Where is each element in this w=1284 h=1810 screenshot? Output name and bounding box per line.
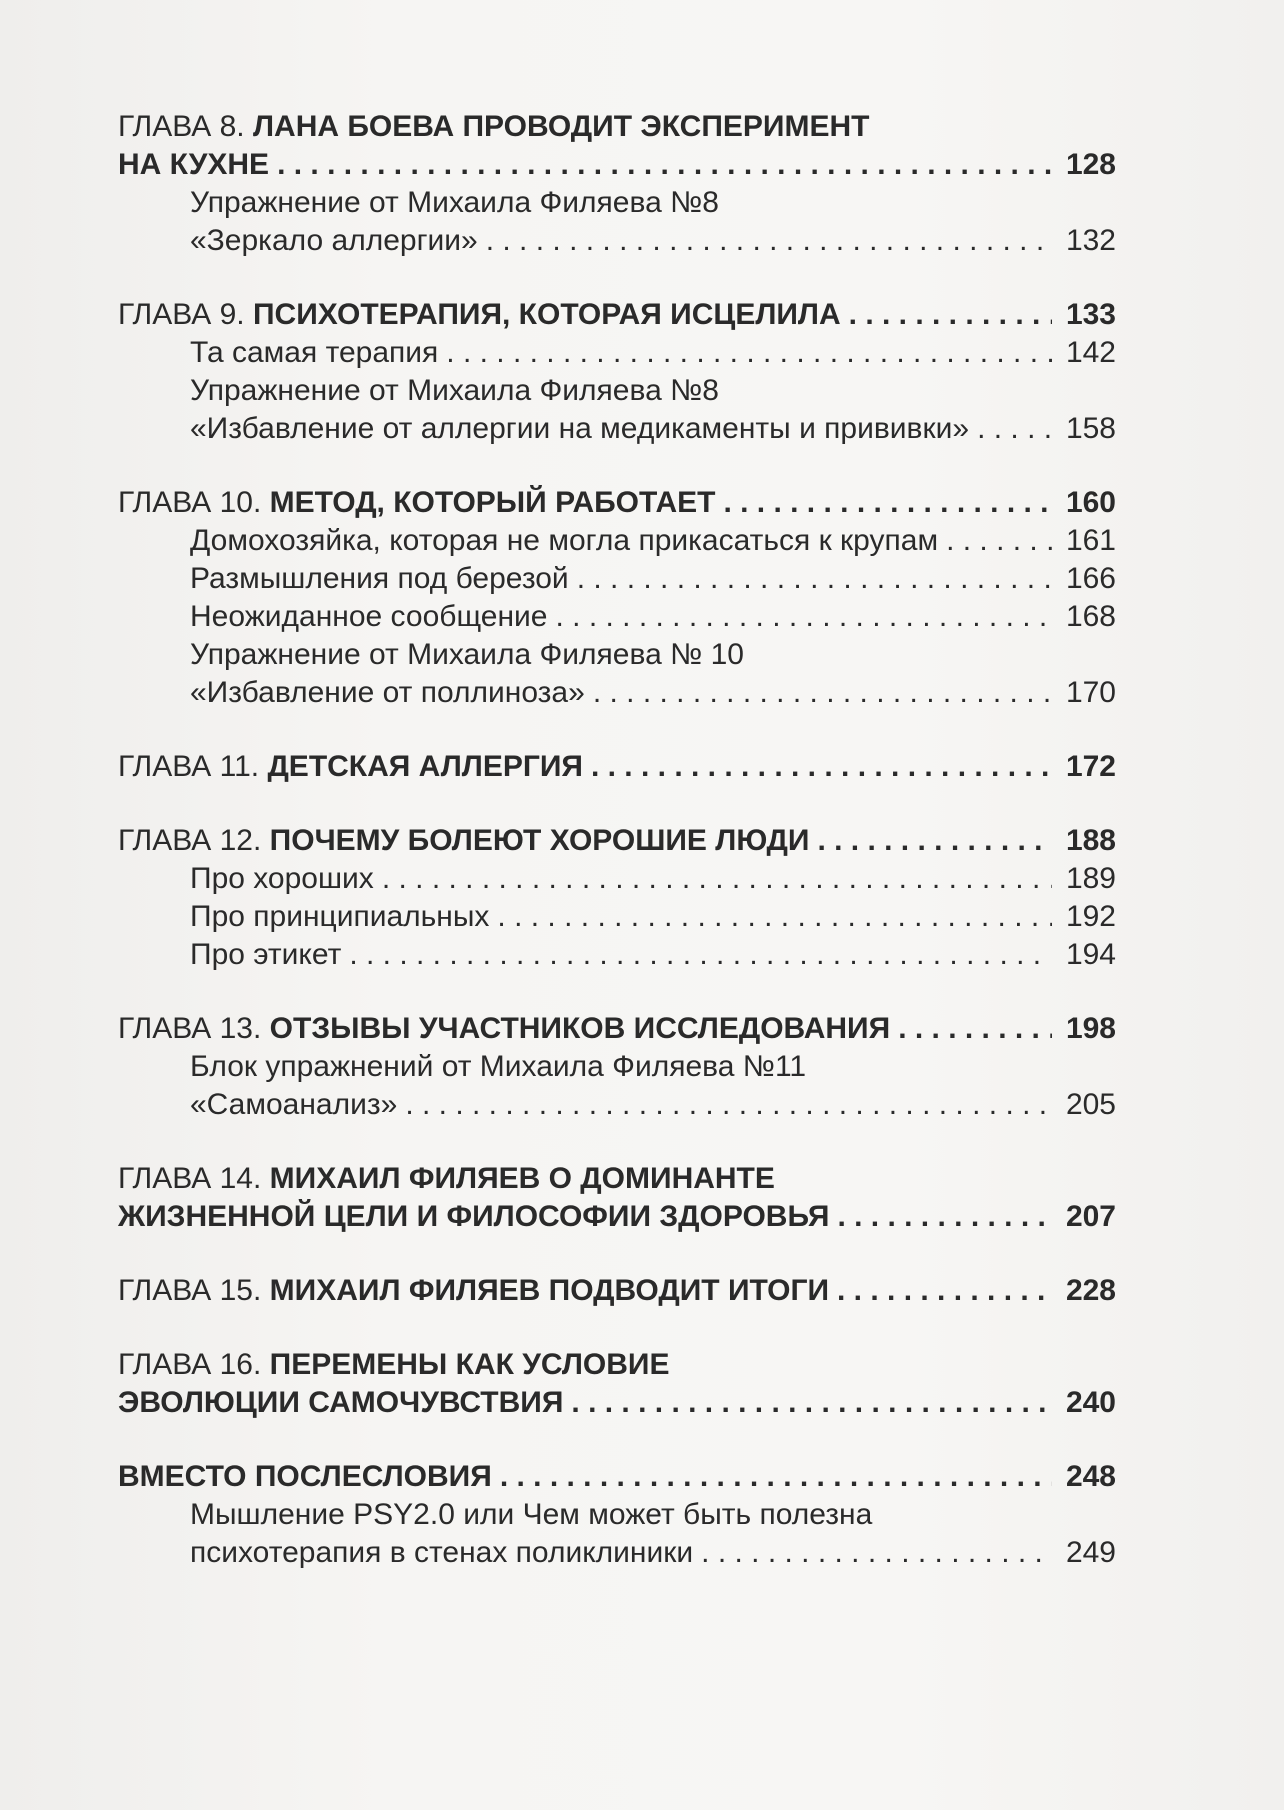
toc-entry [118, 1048, 1116, 1086]
page-number: 170 [1065, 676, 1116, 709]
entry-title: Домохозяйка, которая не могла прикасаться к крупам [190, 524, 939, 557]
page-number: 142 [1065, 336, 1116, 369]
toc-entry-continued [118, 1086, 1116, 1124]
chapter-heading [118, 484, 1116, 522]
toc-entry [118, 860, 1116, 898]
page-number: 240 [1065, 1386, 1116, 1419]
chapter-heading [118, 296, 1116, 334]
entry-title-continued: психотерапия в стенах поликлиники [190, 1536, 694, 1569]
leader-dots [946, 522, 1052, 560]
page-number: 133 [1065, 298, 1116, 331]
chapter-heading [118, 1010, 1116, 1048]
toc-entry-continued [118, 222, 1116, 260]
chapter-heading-label [118, 748, 583, 786]
chapter-heading-label [118, 822, 809, 860]
chapter-heading [118, 1346, 1116, 1384]
chapter-number: ГЛАВА 9. [118, 298, 245, 331]
page-number: 128 [1065, 148, 1116, 181]
entry-title: Та самая терапия [190, 336, 439, 369]
toc-chapter [118, 1160, 1116, 1236]
toc-entry-continued [118, 410, 1116, 448]
toc-entry [118, 598, 1116, 636]
chapter-title: ЛАНА БОЕВА ПРОВОДИТ ЭКСПЕРИМЕНТ [252, 110, 870, 143]
leader-dots [593, 674, 1052, 712]
toc-entry [118, 1496, 1116, 1534]
toc-chapter [118, 296, 1116, 448]
chapter-number: ГЛАВА 10. [118, 486, 262, 519]
entry-title: Упражнение от Михаила Филяева №8 [190, 186, 719, 219]
page-number: 158 [1065, 412, 1116, 445]
toc-entry-continued [118, 1534, 1116, 1572]
chapter-heading-continued [118, 1198, 1116, 1236]
chapter-title: ПСИХОТЕРАПИЯ, КОТОРАЯ ИСЦЕЛИЛА [252, 298, 841, 331]
chapter-number: ГЛАВА 8. [118, 110, 245, 143]
leader-dots [277, 146, 1052, 184]
page-number: 194 [1065, 938, 1116, 971]
chapter-title: МЕТОД, КОТОРЫЙ РАБОТАЕТ [269, 486, 716, 519]
chapter-heading [118, 1160, 1116, 1198]
chapter-heading-label [118, 1160, 775, 1198]
chapter-number: ГЛАВА 11. [118, 750, 260, 783]
entry-title: Про хороших [190, 862, 374, 895]
chapter-heading-label [118, 484, 715, 522]
toc-entry [118, 636, 1116, 674]
page-number: 248 [1065, 1460, 1116, 1493]
chapter-heading [118, 1272, 1116, 1310]
chapter-heading-continued [118, 146, 1116, 184]
toc-chapter [118, 748, 1116, 786]
entry-title: Блок упражнений от Михаила Филяева №11 [190, 1050, 807, 1083]
toc-chapter [118, 822, 1116, 974]
toc-entry [118, 898, 1116, 936]
page-number: 189 [1065, 862, 1116, 895]
toc-entry [118, 560, 1116, 598]
toc-chapter [118, 1346, 1116, 1422]
chapter-heading [118, 748, 1116, 786]
leader-dots [837, 1272, 1052, 1310]
leader-dots [382, 860, 1052, 898]
entry-title: Мышление PSY2.0 или Чем может быть полезна [190, 1498, 873, 1531]
chapter-heading-label [118, 1346, 669, 1384]
chapter-heading-label [118, 1272, 829, 1310]
toc-entry [118, 334, 1116, 372]
leader-dots [571, 1384, 1052, 1422]
toc-entry [118, 936, 1116, 974]
leader-dots [500, 1458, 1052, 1496]
toc-entry [118, 372, 1116, 410]
chapter-heading [118, 108, 1116, 146]
chapter-heading-continued [118, 1384, 1116, 1422]
chapter-title: ВМЕСТО ПОСЛЕСЛОВИЯ [118, 1460, 492, 1493]
page-number: 198 [1065, 1012, 1116, 1045]
leader-dots [723, 484, 1052, 522]
leader-dots [977, 410, 1052, 448]
toc-entry [118, 522, 1116, 560]
page-number: 249 [1065, 1536, 1116, 1569]
leader-dots [577, 560, 1052, 598]
entry-title-continued: «Избавление от поллиноза» [190, 676, 585, 709]
entry-title-continued: «Зеркало аллергии» [190, 224, 478, 257]
leader-dots [591, 748, 1052, 786]
chapter-heading [118, 1458, 1116, 1496]
leader-dots [349, 936, 1052, 974]
page-number: 168 [1065, 600, 1116, 633]
chapter-title: МИХАИЛ ФИЛЯЕВ ПОДВОДИТ ИТОГИ [269, 1274, 830, 1307]
table-of-contents [118, 108, 1116, 1608]
entry-title: Про этикет [190, 938, 342, 971]
entry-title-continued: «Самоанализ» [190, 1088, 398, 1121]
page-number: 205 [1065, 1088, 1116, 1121]
chapter-title: ДЕТСКАЯ АЛЛЕРГИЯ [267, 750, 583, 783]
chapter-title-continued: ЖИЗНЕННОЙ ЦЕЛИ И ФИЛОСОФИИ ЗДОРОВЬЯ [118, 1200, 830, 1233]
chapter-heading [118, 822, 1116, 860]
chapter-heading-label [118, 1458, 492, 1496]
entry-title-continued: «Избавление от аллергии на медикаменты и прививки» [190, 412, 970, 445]
chapter-number: ГЛАВА 14. [118, 1162, 262, 1195]
chapter-number: ГЛАВА 13. [118, 1012, 262, 1045]
leader-dots [405, 1086, 1052, 1124]
page-number: 207 [1065, 1200, 1116, 1233]
toc-chapter [118, 1272, 1116, 1310]
leader-dots [898, 1010, 1052, 1048]
page-number: 188 [1065, 824, 1116, 857]
toc-entry-continued [118, 674, 1116, 712]
entry-title: Размышления под березой [190, 562, 569, 595]
chapter-title-continued: НА КУХНЕ [118, 148, 270, 181]
leader-dots [555, 598, 1052, 636]
chapter-number: ГЛАВА 16. [118, 1348, 262, 1381]
chapter-title: ПОЧЕМУ БОЛЕЮТ ХОРОШИЕ ЛЮДИ [269, 824, 810, 857]
page-number: 132 [1065, 224, 1116, 257]
leader-dots [817, 822, 1052, 860]
toc-chapter [118, 1010, 1116, 1124]
page-number: 172 [1065, 750, 1116, 783]
chapter-number: ГЛАВА 12. [118, 824, 262, 857]
leader-dots [701, 1534, 1052, 1572]
page-number: 160 [1065, 486, 1116, 519]
toc-entry [118, 184, 1116, 222]
entry-title: Неожиданное сообщение [190, 600, 548, 633]
entry-title: Упражнение от Михаила Филяева №8 [190, 374, 719, 407]
entry-title: Упражнение от Михаила Филяева № 10 [190, 638, 744, 671]
chapter-title: МИХАИЛ ФИЛЯЕВ О ДОМИНАНТЕ [269, 1162, 775, 1195]
leader-dots [497, 898, 1052, 936]
chapter-number: ГЛАВА 15. [118, 1274, 262, 1307]
page-number: 228 [1065, 1274, 1116, 1307]
leader-dots [446, 334, 1052, 372]
leader-dots [849, 296, 1052, 334]
leader-dots [837, 1198, 1052, 1236]
toc-chapter [118, 1458, 1116, 1572]
page-number: 192 [1065, 900, 1116, 933]
chapter-title-continued: ЭВОЛЮЦИИ САМОЧУВСТВИЯ [118, 1386, 564, 1419]
leader-dots [486, 222, 1052, 260]
toc-chapter [118, 484, 1116, 712]
entry-title: Про принципиальных [190, 900, 490, 933]
toc-chapter [118, 108, 1116, 260]
page-number: 161 [1065, 524, 1116, 557]
chapter-heading-label [118, 108, 869, 146]
chapter-title: ОТЗЫВЫ УЧАСТНИКОВ ИССЛЕДОВАНИЯ [269, 1012, 891, 1045]
page-number: 166 [1065, 562, 1116, 595]
chapter-heading-label [118, 1010, 890, 1048]
chapter-title: ПЕРЕМЕНЫ КАК УСЛОВИЕ [269, 1348, 670, 1381]
chapter-heading-label [118, 296, 841, 334]
